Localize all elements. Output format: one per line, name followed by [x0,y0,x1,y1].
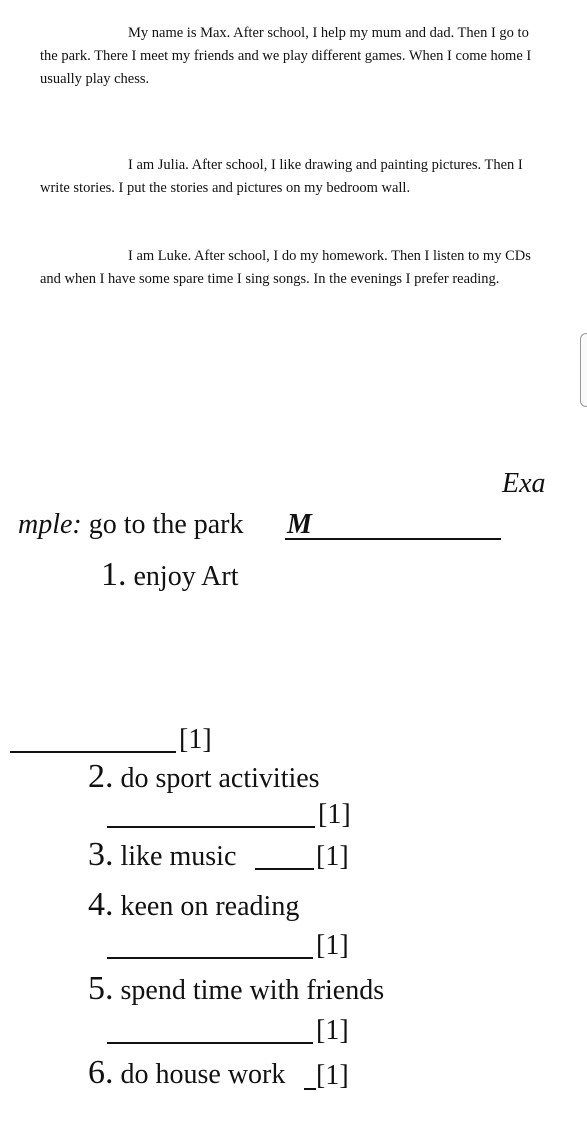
item-3-number: 3. [88,836,114,873]
item-6-number: 6. [88,1054,114,1091]
item-1-mark: [1] [179,724,212,755]
item-1-answer-line[interactable] [10,751,176,753]
item-3 [88,836,236,874]
item-5-answer-line[interactable] [107,1042,313,1044]
item-4-number: 4. [88,886,114,923]
paragraph-julia-text: I am Julia. After school, I like drawing and painting pictures. Then I write stories. I put the stories and pictures on my bedroom wall. [40,157,523,196]
item-1-text: enjoy Art [133,561,239,592]
example-answer-line [285,538,501,540]
example-label-end: mple: [18,509,82,540]
item-3-answer-line[interactable] [255,868,314,870]
item-6 [88,1054,285,1092]
item-5-number: 5. [88,970,114,1007]
item-6-text: do house work [120,1059,286,1090]
paragraph-julia [40,154,550,200]
item-4-text: keen on reading [120,891,300,922]
item-2-answer-line[interactable] [107,826,315,828]
item-2-number: 2. [88,758,114,795]
item-3-text: like music [120,841,237,872]
example-label-start: Exa [502,468,546,499]
item-2-mark: [1] [318,799,351,830]
item-1 [101,556,239,594]
example-answer: M [287,509,312,540]
paragraph-max [40,22,550,91]
item-5-mark: [1] [316,1015,349,1046]
item-6-answer-line[interactable] [304,1088,316,1090]
item-1-number: 1. [101,556,127,593]
item-4 [88,886,299,924]
example-line [18,509,244,541]
example-text: go to the park [88,509,244,540]
paragraph-max-text: My name is Max. After school, I help my mum and dad. Then I go to the park. There I meet my friends and we play different games. When I come home I usually play chess. [40,25,532,87]
item-2-text: do sport activities [120,763,320,794]
item-5-text: spend time with friends [120,975,385,1006]
item-4-answer-line[interactable] [107,957,313,959]
item-6-mark: [1] [316,1060,349,1091]
paragraph-luke [40,245,550,291]
paragraph-luke-text: I am Luke. After school, I do my homework. Then I listen to my CDs and when I have some spare time I sing songs. In the evenings I prefer reading. [40,248,531,287]
item-4-mark: [1] [316,930,349,961]
item-3-mark: [1] [316,841,349,872]
item-2 [88,758,320,796]
item-5 [88,970,384,1008]
page-edge-tab [580,333,587,407]
